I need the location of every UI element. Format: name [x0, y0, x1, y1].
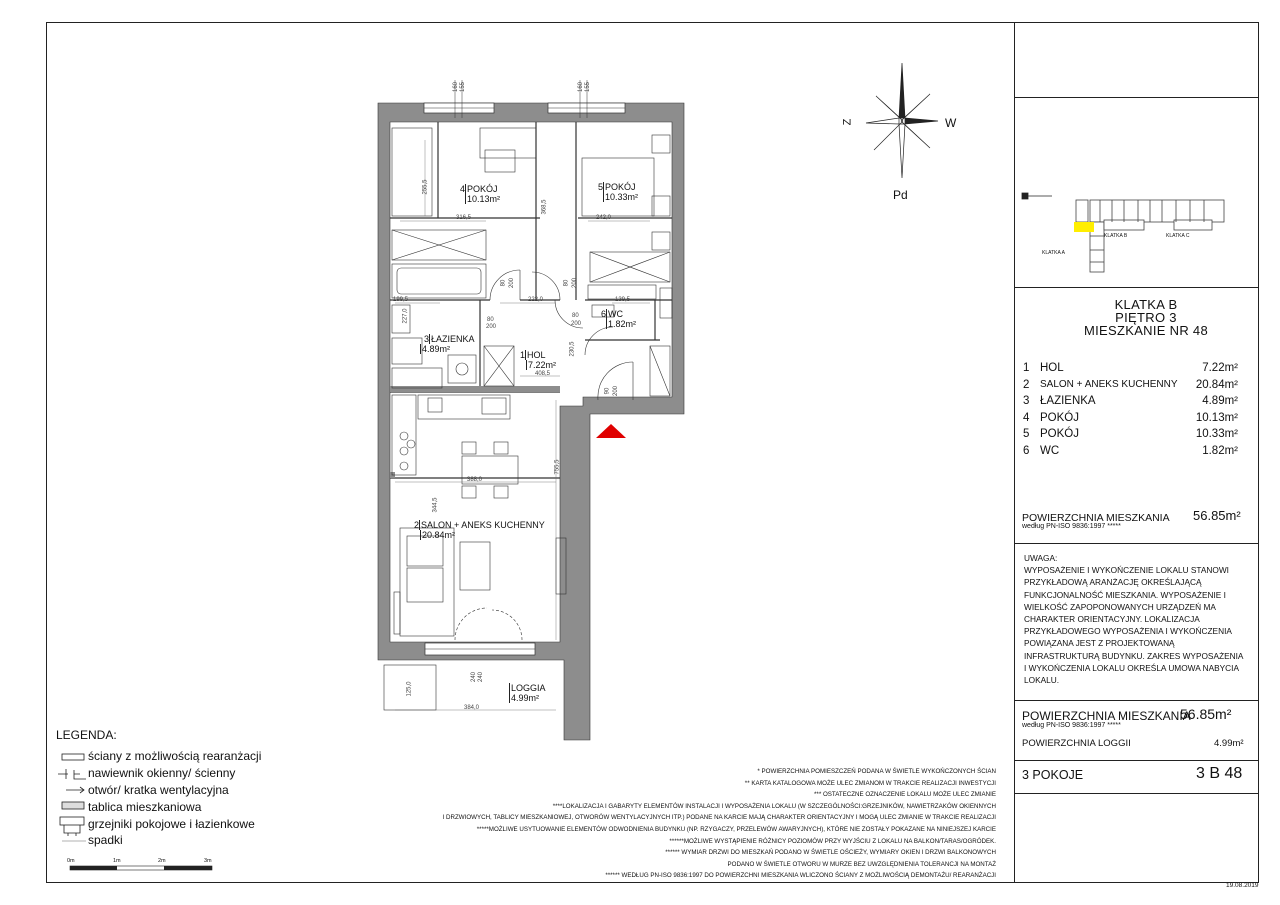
plan-label-room5: 5 POKÓJ 10.33m²: [598, 182, 639, 202]
mieszkanie-label: MIESZKANIE NR 48: [1084, 323, 1208, 338]
dim-label: 80: [487, 317, 494, 323]
dim-label: 388,0: [467, 477, 483, 483]
room-row: 2 SALON + ANEKS KUCHENNY 20.84m²: [1023, 378, 1238, 391]
dim-label: 90: [604, 387, 611, 395]
legend-item: grzejniki pokojowe i łazienkowe: [60, 815, 261, 832]
dim-label: 160: [453, 81, 460, 93]
arrow-icon: [60, 783, 88, 797]
dim-label: 227,0: [402, 308, 409, 324]
room-list: [1023, 360, 1238, 459]
legend: [60, 748, 261, 849]
dim-label: 200: [509, 277, 516, 289]
plan-label-loggia: LOGGIA 4.99m²: [511, 683, 546, 703]
dim-label: 155: [460, 81, 467, 93]
area-summary-label: POWIERZCHNIA MIESZKANIA według PN-ISO 9836:1997 *****: [1022, 512, 1170, 530]
scale-label: 2m: [158, 858, 166, 864]
dim-label: 200: [572, 277, 579, 289]
wall-icon: [60, 749, 88, 763]
dim-label: 368,5: [541, 199, 548, 215]
room-row: 1 HOL 7.22m²: [1023, 362, 1238, 375]
legend-item: tablica mieszkaniowa: [60, 798, 261, 815]
dim-label: 230,5: [569, 341, 576, 357]
legend-title: LEGENDA:: [56, 728, 117, 742]
plan-label-room2: 2 SALON + ANEKS KUCHENNY 20.84m²: [414, 520, 545, 540]
loggia-area-value: 4.99m²: [1214, 738, 1244, 749]
dim-label: 344,5: [432, 497, 439, 513]
legend-item: ściany z możliwością rearanżacji: [60, 748, 261, 765]
dim-label: 408,5: [535, 371, 551, 377]
scale-label: 1m: [113, 858, 121, 864]
dim-label: 200: [613, 385, 620, 397]
loggia-area-label: POWIERZCHNIA LOGGII: [1022, 738, 1131, 749]
dim-label: 200: [571, 321, 582, 327]
plan-label-room4: 4 POKÓJ 10.13m²: [460, 184, 501, 204]
klatka-label: KLATKA B: [1114, 297, 1178, 312]
remarks-block: UWAGA: WYPOSAŻENIE I WYKOŃCZENIE LOKALU STANOWI PRZYKŁADOWĄ ARANŻACJĘ OKREŚLAJĄCĄ FUNKCJONALNOŚĆ MIESZKANIA. WYPOSAŻENIE I WIELKOŚĆ ZAPOPONOWANYCH URZĄDZEŃ MA CHARAKTER ORIENTACYJNY. LOKALIZACJA PRZYKŁADOWEGO WYPOSAŻENIA I WYKOŃCZENIA POWIĄZANA JEST Z PROJEKTOWANĄ INFRASTRUKTURĄ BUDYNKU. ZAKRES WYPOSAŻENIA I WYKOŃCZENIA LOKALU OKREŚLA UMOWA NABYCIA LOKALU.: [1024, 553, 1244, 686]
room-row: 3 ŁAZIENKA 4.89m²: [1023, 395, 1238, 408]
dim-label: 139,5: [615, 297, 631, 303]
apartment-code: 3 B 48: [1196, 765, 1243, 782]
room-count: 3 POKOJE: [1022, 768, 1084, 782]
legend-item: otwór/ kratka wentylacyjna: [60, 782, 261, 799]
drawing-date: 19.08.2019: [1226, 882, 1259, 889]
slope-icon: [60, 833, 88, 847]
area-total-value: 56.85m²: [1180, 706, 1232, 722]
pietro-label: PIĘTRO 3: [1115, 310, 1177, 325]
key-plan: [1076, 200, 1224, 272]
legend-item: nawiewnik okienny/ ścienny: [60, 765, 261, 782]
keyplan-label-c: KLATKA C: [1166, 233, 1190, 239]
compass-z-label: Z: [841, 118, 854, 126]
plan-label-room6: 6 WC 1.82m²: [601, 309, 637, 329]
keyplan-label-a: KLATKA A: [1042, 250, 1065, 256]
compass-pd-label: Pd: [893, 188, 908, 202]
dim-label: 240: [478, 671, 485, 683]
dim-label: 255,5: [422, 179, 429, 195]
keyplan-label-b: KLATKA B: [1104, 233, 1128, 239]
apartment-title: [1046, 298, 1246, 337]
dim-label: 240: [471, 671, 478, 683]
dim-label: 155: [585, 81, 592, 93]
scale-bar: [70, 866, 212, 870]
radiator-icon: [60, 817, 88, 831]
compass-w-label: W: [945, 116, 957, 130]
dim-label: 199,5: [393, 297, 409, 303]
area-total-label: POWIERZCHNIA MIESZKANIA według PN-ISO 9836:1997 *****: [1022, 709, 1191, 729]
dim-label: 316,5: [456, 215, 472, 221]
vent-icon: [60, 766, 88, 780]
dim-label: 242,0: [596, 215, 612, 221]
scale-label: 3m: [204, 858, 212, 864]
entrance-marker: [596, 424, 626, 438]
panel-icon: [60, 800, 88, 814]
dim-label: 125,0: [406, 681, 413, 697]
dim-label: 80: [500, 279, 507, 287]
dim-label: 222,0: [528, 297, 544, 303]
plan-label-room3: 3 ŁAZIENKA 4.89m²: [422, 334, 475, 354]
footnotes: * POWIERZCHNIA POMIESZCZEŃ PODANA W ŚWIETLE WYKOŃCZONYCH ŚCIAN ** KARTA KATALOGOWA MOŻE ULEC ZMIANOM W TRAKCIE REALIZACJI INWESTYCJI *** OSTATECZNE OZNACZENIE LOKALU MOŻE ULEC ZMIANIE ****LOKALIZACJA I GABARYTY ELEMENTÓW INSTALACJI I WYPOSAŻENIA LOKALU (W SZCZEGÓLNOŚCI:GRZEJNIKÓW, NAWIETRZAKÓW OKIENNYCH I DRZWIOWYCH, TABLICY MIESZKANIOWEJ, OTWORÓW WENTYLACYJNYCH ITP.) PODANE NA KARCIE MAJĄ CHARAKTER ORIENTACYJNY I MOGĄ ULEC ZMIANIE W TRAKCIE REALIZACJI *****MOŻLIWE USYTUOWANIE ELEMENTÓW ODWODNIENIA BUDYNKU (NP. RZYGACZY, PRZELEWÓW AWARYJNYCH), KTÓRE NIE ZOSTAŁY POKAZANE NA NINIEJSZEJ KARCIE ******MOŻLIWE WYSTĄPIENIE RÓŻNICY POZIOMÓW PRZY WYJŚCIU Z LOKALU NA BALKON/TARAS/OGRÓDEK. ****** WYMIAR DRZWI DO MIESZKAŃ PODANO W ŚWIETLE OŚCIEŻY, WYMIARY OKIEN I DRZWI BALKONOWYCH PODANO W ŚWIETLE OTWORU W MURZE BEZ UWZGLĘDNIENIA TOLERANCJI NA MONTAŻ ****** WEDŁUG PN-ISO 9836:1997 DO POWIERZCHNI MIESZKANIA WLICZONO ŚCIANY Z MOŻLIWOŚCIĄ DEMONTAŻU/ REARANŻACJI: [442, 768, 996, 880]
dim-label: 755,5: [554, 459, 561, 475]
legend-item: spadki: [60, 832, 261, 849]
dim-label: 160: [578, 81, 585, 93]
dim-label: 80: [572, 313, 579, 319]
area-summary-value: 56.85m²: [1193, 508, 1241, 523]
plan-label-room1: 1 HOL 7.22m²: [520, 350, 557, 370]
dim-label: 200: [486, 324, 497, 330]
key-plan-highlight: [1074, 222, 1094, 232]
scale-label: 0m: [67, 858, 75, 864]
compass-graphic: [866, 63, 938, 178]
dim-label: 80: [563, 279, 570, 287]
dim-label: 384,0: [464, 705, 480, 711]
room-row: 5 POKÓJ 10.33m²: [1023, 428, 1238, 441]
room-row: 4 POKÓJ 10.13m²: [1023, 411, 1238, 424]
room-row: 6 WC 1.82m²: [1023, 444, 1238, 457]
